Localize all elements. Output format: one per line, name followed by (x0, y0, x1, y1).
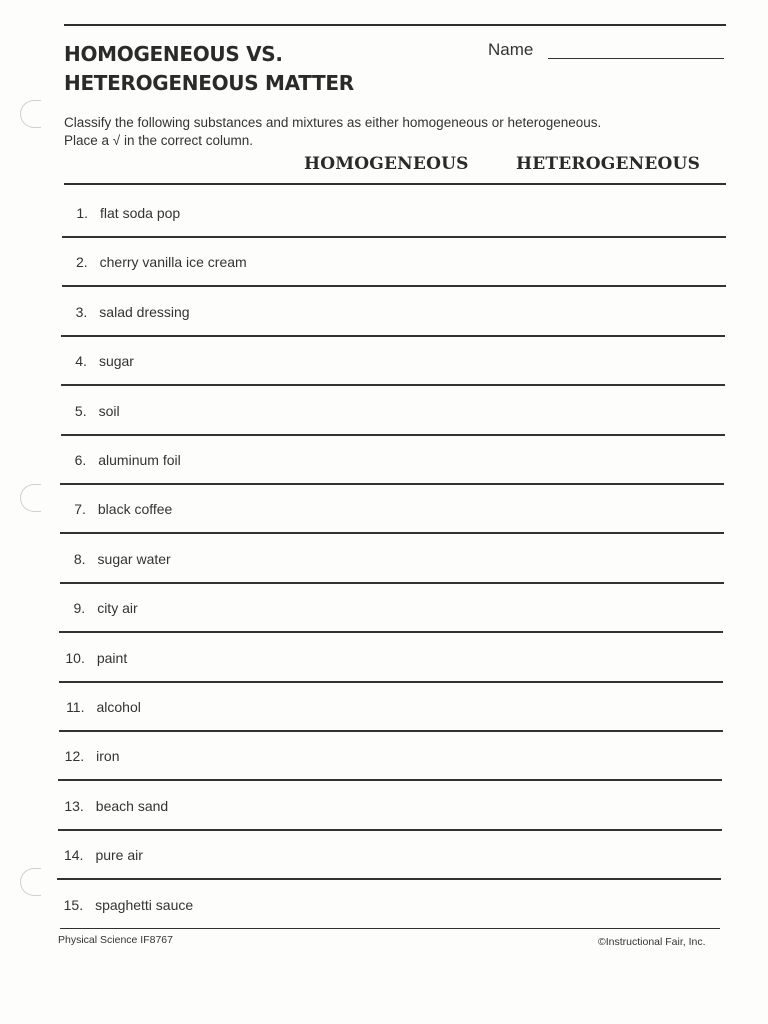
item-number: 12. (64, 748, 85, 765)
footer-left: Physical Science IF8767 (58, 934, 173, 946)
list-item[interactable] (0, 593, 768, 642)
item-label: sugar (98, 353, 134, 370)
item-number: 15. (63, 896, 84, 913)
list-item[interactable] (0, 445, 768, 494)
item-number: 13. (64, 797, 84, 814)
item-label: paint (96, 649, 128, 666)
row-divider (57, 878, 721, 880)
item-label: salad dressing (99, 303, 190, 320)
list-item[interactable] (0, 247, 768, 296)
column-header-heterogeneous: HETEROGENEOUS (516, 154, 701, 174)
item-number: 7. (74, 501, 86, 518)
item-label: beach sand (95, 797, 169, 814)
row-divider (58, 829, 722, 831)
item-number: 1. (76, 205, 88, 221)
item-number: 8. (73, 550, 86, 567)
item-number: 6. (74, 452, 87, 468)
list-item[interactable] (0, 840, 768, 889)
item-number: 3. (75, 303, 88, 320)
row-divider (62, 285, 726, 287)
item-label: alcohol (96, 699, 141, 715)
title-line-1: HOMOGENEOUS VS. (64, 42, 283, 66)
item-label: iron (96, 748, 120, 765)
item-label: soil (98, 402, 120, 419)
list-item[interactable] (0, 544, 768, 593)
title-line-2: HETEROGENEOUS MATTER (64, 71, 354, 95)
list-item[interactable] (0, 890, 768, 939)
row-divider (60, 582, 724, 584)
instructions-line-1: Classify the following substances and mixtures as either homogeneous or heterogeneous. (64, 115, 602, 130)
row-divider (58, 779, 722, 781)
item-label: black coffee (97, 501, 173, 518)
item-label: cherry vanilla ice cream (99, 254, 247, 271)
row-divider (61, 335, 725, 337)
item-label: city air (97, 600, 138, 617)
row-divider (62, 236, 726, 238)
list-item[interactable] (0, 346, 768, 395)
footer-right: ©Instructional Fair, Inc. (598, 936, 706, 948)
list-item[interactable] (0, 692, 768, 741)
name-label: Name (488, 40, 534, 59)
list-item[interactable] (0, 198, 768, 247)
item-label: sugar water (97, 550, 171, 567)
item-label: spaghetti sauce (95, 896, 194, 913)
row-divider (59, 730, 723, 732)
row-divider (59, 681, 723, 683)
row-divider (61, 384, 725, 386)
item-number: 11. (66, 699, 85, 715)
row-divider (61, 434, 725, 436)
list-item[interactable] (0, 741, 768, 790)
item-number: 10. (65, 649, 85, 666)
item-number: 2. (75, 254, 88, 271)
row-divider (60, 532, 724, 534)
item-label: flat soda pop (100, 205, 181, 221)
item-number: 9. (73, 600, 86, 617)
row-divider (59, 631, 723, 633)
list-item[interactable] (0, 494, 768, 543)
item-number: 5. (74, 402, 87, 419)
column-header-homogeneous: HOMOGENEOUS (304, 154, 469, 174)
row-divider (60, 483, 724, 485)
item-label: pure air (95, 847, 143, 864)
list-item[interactable] (0, 297, 768, 346)
item-number: 14. (63, 847, 84, 864)
item-label: aluminum foil (98, 452, 181, 468)
footer-divider (60, 928, 720, 929)
list-item[interactable] (0, 643, 768, 692)
list-item[interactable] (0, 396, 768, 445)
instructions-line-2: Place a √ in the correct column. (64, 133, 253, 148)
item-number: 4. (75, 353, 87, 370)
list-item[interactable] (0, 791, 768, 840)
